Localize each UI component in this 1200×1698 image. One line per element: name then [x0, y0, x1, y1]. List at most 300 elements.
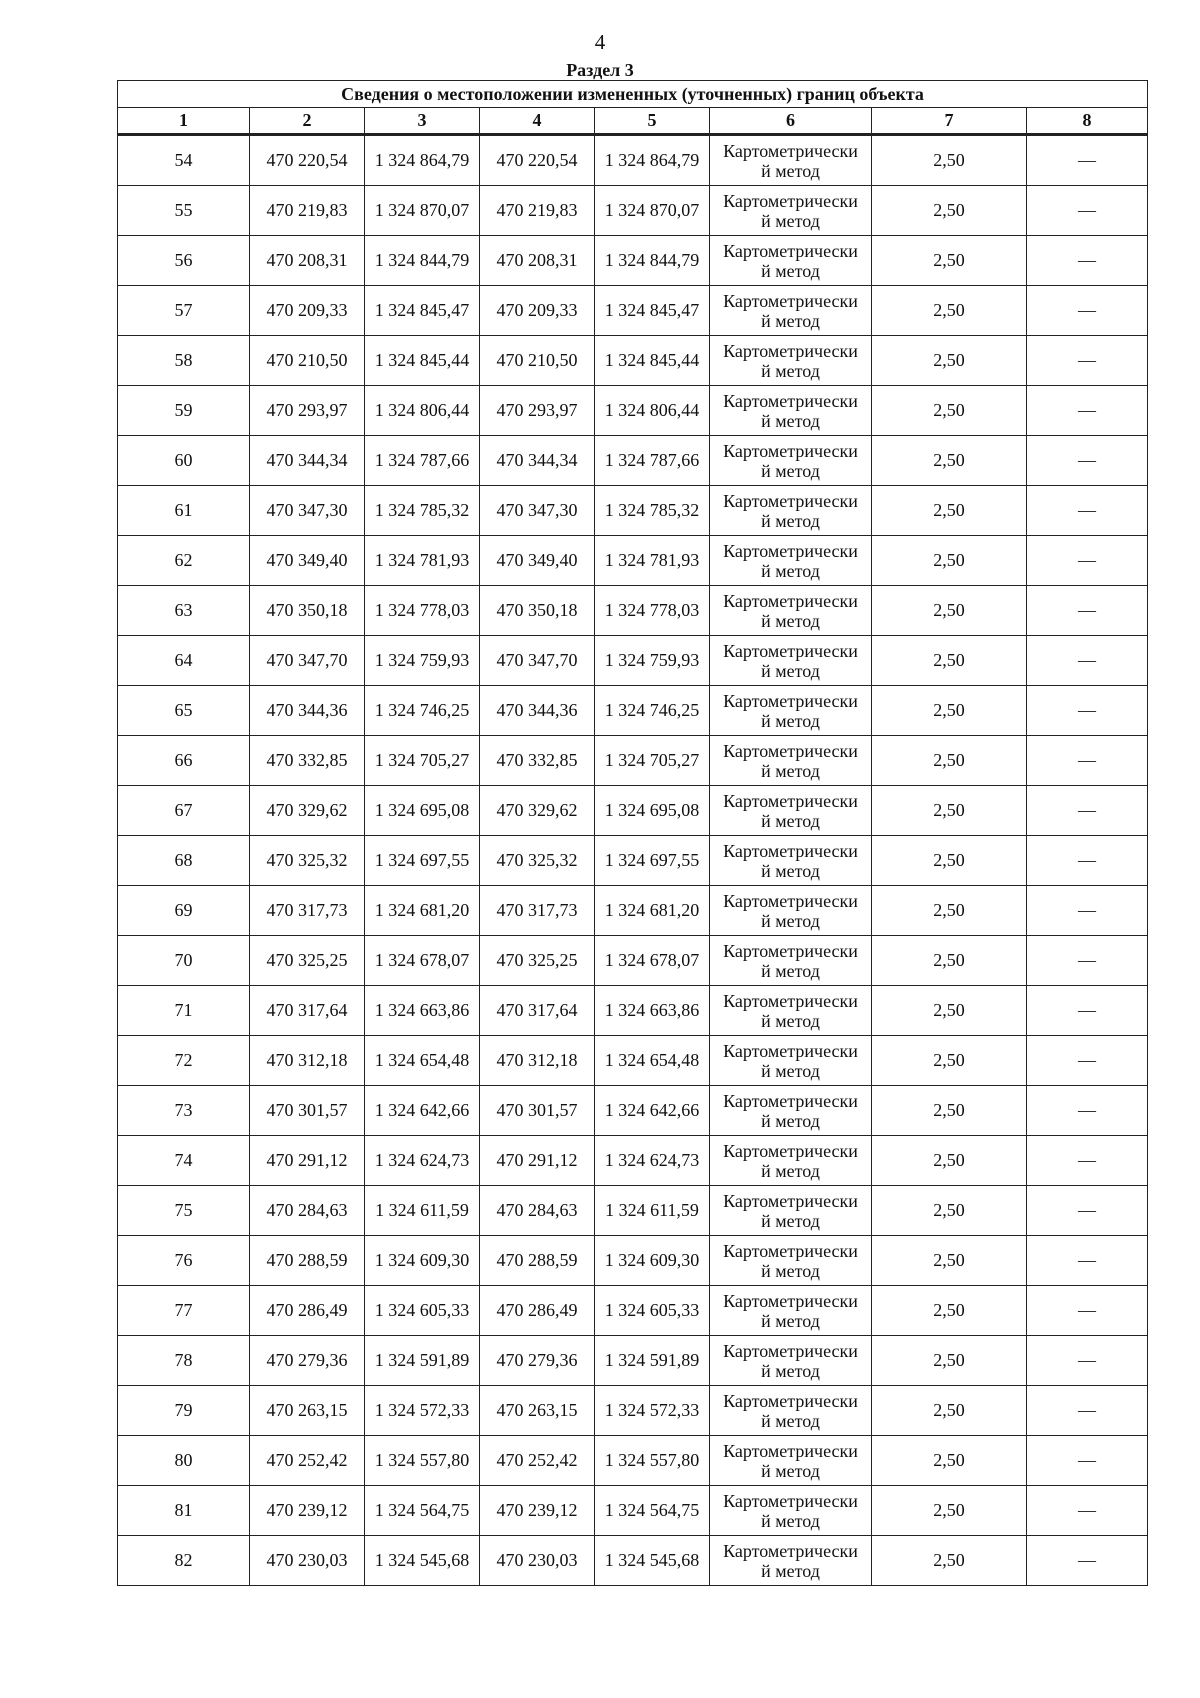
method-text-line: й метод [761, 560, 820, 581]
existing-y-cell: 1 324 654,48 [365, 1036, 480, 1086]
method-text-line: й метод [761, 760, 820, 781]
method-cell [710, 386, 872, 436]
point-number-cell: 54 [118, 135, 250, 186]
refined-y-cell: 1 324 609,30 [595, 1236, 710, 1286]
table-row [118, 836, 1148, 886]
existing-x-cell: 470 329,62 [250, 786, 365, 836]
note-cell: — [1027, 1186, 1148, 1236]
refined-y-cell: 1 324 654,48 [595, 1036, 710, 1086]
method-cell [710, 886, 872, 936]
existing-x-cell: 470 291,12 [250, 1136, 365, 1186]
existing-y-cell: 1 324 705,27 [365, 736, 480, 786]
method-text-line: й метод [761, 1360, 820, 1381]
refined-y-cell: 1 324 611,59 [595, 1186, 710, 1236]
note-cell: — [1027, 386, 1148, 436]
method-text-line: й метод [761, 460, 820, 481]
method-text-line: Картометрически [723, 740, 858, 761]
existing-y-cell: 1 324 611,59 [365, 1186, 480, 1236]
column-number: 2 [250, 108, 365, 135]
refined-x-cell: 470 263,15 [480, 1386, 595, 1436]
existing-x-cell: 470 209,33 [250, 286, 365, 336]
method-text-line: Картометрически [723, 840, 858, 861]
point-number-cell: 75 [118, 1186, 250, 1236]
point-number-cell: 62 [118, 536, 250, 586]
page-number: 4 [594, 30, 606, 54]
note-cell: — [1027, 186, 1148, 236]
point-number-cell: 81 [118, 1486, 250, 1536]
point-number-cell: 79 [118, 1386, 250, 1436]
method-text-line: Картометрически [723, 140, 858, 161]
point-number-cell: 57 [118, 286, 250, 336]
point-number-cell: 66 [118, 736, 250, 786]
existing-y-cell: 1 324 845,44 [365, 336, 480, 386]
method-text-line: Картометрически [723, 240, 858, 261]
refined-y-cell: 1 324 781,93 [595, 536, 710, 586]
refined-y-cell: 1 324 642,66 [595, 1086, 710, 1136]
method-text-line: Картометрически [723, 190, 858, 211]
table-body [118, 135, 1148, 1586]
method-cell [710, 586, 872, 636]
method-cell [710, 936, 872, 986]
existing-y-cell: 1 324 787,66 [365, 436, 480, 486]
method-text-line: й метод [761, 510, 820, 531]
section-title: Раздел 3 [566, 60, 634, 80]
refined-x-cell: 470 252,42 [480, 1436, 595, 1486]
existing-y-cell: 1 324 781,93 [365, 536, 480, 586]
existing-y-cell: 1 324 572,33 [365, 1386, 480, 1436]
note-cell: — [1027, 135, 1148, 186]
point-number-cell: 64 [118, 636, 250, 686]
refined-x-cell: 470 291,12 [480, 1136, 595, 1186]
point-number-cell: 61 [118, 486, 250, 536]
point-number-cell: 58 [118, 336, 250, 386]
existing-x-cell: 470 230,03 [250, 1536, 365, 1586]
method-cell [710, 1236, 872, 1286]
method-cell [710, 536, 872, 586]
existing-y-cell: 1 324 844,79 [365, 236, 480, 286]
method-text-line: й метод [761, 660, 820, 681]
method-text-line: Картометрически [723, 940, 858, 961]
refined-y-cell: 1 324 663,86 [595, 986, 710, 1036]
accuracy-cell: 2,50 [872, 786, 1027, 836]
method-text-line: й метод [761, 1060, 820, 1081]
refined-y-cell: 1 324 785,32 [595, 486, 710, 536]
method-text-line: Картометрически [723, 340, 858, 361]
existing-y-cell: 1 324 564,75 [365, 1486, 480, 1536]
method-text-line: й метод [761, 1310, 820, 1331]
refined-y-cell: 1 324 845,44 [595, 336, 710, 386]
note-cell: — [1027, 486, 1148, 536]
method-cell [710, 336, 872, 386]
method-text-line: й метод [761, 810, 820, 831]
note-cell: — [1027, 636, 1148, 686]
existing-x-cell: 470 263,15 [250, 1386, 365, 1436]
existing-x-cell: 470 317,73 [250, 886, 365, 936]
method-text-line: Картометрически [723, 1190, 858, 1211]
method-cell [710, 1536, 872, 1586]
table-row [118, 1286, 1148, 1336]
note-cell: — [1027, 1536, 1148, 1586]
point-number-cell: 74 [118, 1136, 250, 1186]
method-cell [710, 286, 872, 336]
point-number-cell: 56 [118, 236, 250, 286]
refined-y-cell: 1 324 806,44 [595, 386, 710, 436]
table-row [118, 336, 1148, 386]
table-row [118, 1186, 1148, 1236]
refined-y-cell: 1 324 564,75 [595, 1486, 710, 1536]
existing-x-cell: 470 219,83 [250, 186, 365, 236]
method-text-line: й метод [761, 1260, 820, 1281]
note-cell: — [1027, 1336, 1148, 1386]
table-row [118, 135, 1148, 186]
refined-x-cell: 470 286,49 [480, 1286, 595, 1336]
method-cell [710, 1036, 872, 1086]
accuracy-cell: 2,50 [872, 1536, 1027, 1586]
refined-x-cell: 470 325,25 [480, 936, 595, 986]
existing-x-cell: 470 279,36 [250, 1336, 365, 1386]
method-cell [710, 1186, 872, 1236]
accuracy-cell: 2,50 [872, 1236, 1027, 1286]
table-row [118, 1536, 1148, 1586]
table-row [118, 1436, 1148, 1486]
table-row [118, 736, 1148, 786]
method-text-line: Картометрически [723, 1040, 858, 1061]
refined-x-cell: 470 317,73 [480, 886, 595, 936]
refined-x-cell: 470 332,85 [480, 736, 595, 786]
method-text-line: Картометрически [723, 1540, 858, 1561]
table-row [118, 286, 1148, 336]
accuracy-cell: 2,50 [872, 886, 1027, 936]
point-number-cell: 82 [118, 1536, 250, 1586]
existing-y-cell: 1 324 697,55 [365, 836, 480, 886]
accuracy-cell: 2,50 [872, 336, 1027, 386]
table-row [118, 786, 1148, 836]
note-cell: — [1027, 686, 1148, 736]
method-cell [710, 986, 872, 1036]
refined-y-cell: 1 324 778,03 [595, 586, 710, 636]
method-text-line: Картометрически [723, 790, 858, 811]
point-number-cell: 70 [118, 936, 250, 986]
column-number: 6 [710, 108, 872, 135]
method-text-line: й метод [761, 1460, 820, 1481]
method-cell [710, 486, 872, 536]
point-number-cell: 76 [118, 1236, 250, 1286]
note-cell: — [1027, 1386, 1148, 1436]
refined-y-cell: 1 324 572,33 [595, 1386, 710, 1436]
existing-y-cell: 1 324 778,03 [365, 586, 480, 636]
note-cell: — [1027, 986, 1148, 1036]
method-cell [710, 1486, 872, 1536]
refined-x-cell: 470 220,54 [480, 135, 595, 186]
existing-y-cell: 1 324 845,47 [365, 286, 480, 336]
existing-y-cell: 1 324 609,30 [365, 1236, 480, 1286]
accuracy-cell: 2,50 [872, 486, 1027, 536]
method-text-line: й метод [761, 1110, 820, 1131]
method-text-line: Картометрически [723, 640, 858, 661]
note-cell: — [1027, 1136, 1148, 1186]
point-number-cell: 63 [118, 586, 250, 636]
column-number: 5 [595, 108, 710, 135]
accuracy-cell: 2,50 [872, 1186, 1027, 1236]
accuracy-cell: 2,50 [872, 986, 1027, 1036]
method-cell [710, 786, 872, 836]
method-cell [710, 1086, 872, 1136]
refined-x-cell: 470 344,36 [480, 686, 595, 736]
method-text-line: й метод [761, 610, 820, 631]
method-text-line: й метод [761, 360, 820, 381]
method-text-line: Картометрически [723, 1390, 858, 1411]
method-text-line: Картометрически [723, 540, 858, 561]
refined-y-cell: 1 324 695,08 [595, 786, 710, 836]
refined-y-cell: 1 324 624,73 [595, 1136, 710, 1186]
note-cell: — [1027, 1086, 1148, 1136]
refined-x-cell: 470 239,12 [480, 1486, 595, 1536]
refined-x-cell: 470 329,62 [480, 786, 595, 836]
note-cell: — [1027, 786, 1148, 836]
column-number: 4 [480, 108, 595, 135]
refined-x-cell: 470 284,63 [480, 1186, 595, 1236]
table-row [118, 236, 1148, 286]
refined-y-cell: 1 324 678,07 [595, 936, 710, 986]
point-number-cell: 72 [118, 1036, 250, 1086]
existing-x-cell: 470 301,57 [250, 1086, 365, 1136]
accuracy-cell: 2,50 [872, 1036, 1027, 1086]
method-text-line: Картометрически [723, 990, 858, 1011]
method-text-line: й метод [761, 710, 820, 731]
existing-y-cell: 1 324 759,93 [365, 636, 480, 686]
refined-x-cell: 470 288,59 [480, 1236, 595, 1286]
existing-x-cell: 470 344,36 [250, 686, 365, 736]
method-text-line: Картометрически [723, 390, 858, 411]
method-cell [710, 836, 872, 886]
table-row [118, 486, 1148, 536]
existing-x-cell: 470 349,40 [250, 536, 365, 586]
existing-x-cell: 470 347,30 [250, 486, 365, 536]
table-row [118, 936, 1148, 986]
refined-x-cell: 470 301,57 [480, 1086, 595, 1136]
existing-x-cell: 470 325,25 [250, 936, 365, 986]
existing-x-cell: 470 312,18 [250, 1036, 365, 1086]
method-cell [710, 236, 872, 286]
method-text-line: й метод [761, 1510, 820, 1531]
note-cell: — [1027, 936, 1148, 986]
accuracy-cell: 2,50 [872, 936, 1027, 986]
method-cell [710, 436, 872, 486]
note-cell: — [1027, 436, 1148, 486]
refined-x-cell: 470 350,18 [480, 586, 595, 636]
refined-y-cell: 1 324 681,20 [595, 886, 710, 936]
existing-y-cell: 1 324 663,86 [365, 986, 480, 1036]
method-cell [710, 1286, 872, 1336]
existing-x-cell: 470 332,85 [250, 736, 365, 786]
refined-x-cell: 470 349,40 [480, 536, 595, 586]
method-cell [710, 1436, 872, 1486]
existing-y-cell: 1 324 642,66 [365, 1086, 480, 1136]
point-number-cell: 60 [118, 436, 250, 486]
column-number: 3 [365, 108, 480, 135]
refined-x-cell: 470 230,03 [480, 1536, 595, 1586]
method-text-line: Картометрически [723, 490, 858, 511]
point-number-cell: 73 [118, 1086, 250, 1136]
table-row [118, 436, 1148, 486]
existing-y-cell: 1 324 746,25 [365, 686, 480, 736]
method-cell [710, 1136, 872, 1186]
refined-x-cell: 470 279,36 [480, 1336, 595, 1386]
refined-x-cell: 470 347,70 [480, 636, 595, 686]
note-cell: — [1027, 236, 1148, 286]
note-cell: — [1027, 286, 1148, 336]
refined-y-cell: 1 324 557,80 [595, 1436, 710, 1486]
accuracy-cell: 2,50 [872, 1336, 1027, 1386]
note-cell: — [1027, 836, 1148, 886]
refined-y-cell: 1 324 844,79 [595, 236, 710, 286]
note-cell: — [1027, 736, 1148, 786]
method-text-line: Картометрически [723, 440, 858, 461]
table-row [118, 686, 1148, 736]
method-text-line: Картометрически [723, 1240, 858, 1261]
point-number-cell: 67 [118, 786, 250, 836]
accuracy-cell: 2,50 [872, 636, 1027, 686]
existing-y-cell: 1 324 681,20 [365, 886, 480, 936]
existing-x-cell: 470 288,59 [250, 1236, 365, 1286]
method-text-line: й метод [761, 210, 820, 231]
accuracy-cell: 2,50 [872, 536, 1027, 586]
existing-y-cell: 1 324 545,68 [365, 1536, 480, 1586]
existing-y-cell: 1 324 678,07 [365, 936, 480, 986]
existing-y-cell: 1 324 785,32 [365, 486, 480, 536]
note-cell: — [1027, 1036, 1148, 1086]
point-number-cell: 59 [118, 386, 250, 436]
method-text-line: й метод [761, 1410, 820, 1431]
refined-y-cell: 1 324 697,55 [595, 836, 710, 886]
existing-y-cell: 1 324 870,07 [365, 186, 480, 236]
existing-x-cell: 470 239,12 [250, 1486, 365, 1536]
note-cell: — [1027, 536, 1148, 586]
method-cell [710, 135, 872, 186]
accuracy-cell: 2,50 [872, 736, 1027, 786]
refined-y-cell: 1 324 746,25 [595, 686, 710, 736]
method-text-line: Картометрически [723, 590, 858, 611]
refined-y-cell: 1 324 759,93 [595, 636, 710, 686]
existing-y-cell: 1 324 624,73 [365, 1136, 480, 1186]
existing-y-cell: 1 324 695,08 [365, 786, 480, 836]
existing-x-cell: 470 210,50 [250, 336, 365, 386]
table-row [118, 1386, 1148, 1436]
method-text-line: й метод [761, 310, 820, 331]
table-caption: Сведения о местоположении измененных (уточненных) границ объекта [118, 81, 1148, 108]
method-text-line: Картометрически [723, 690, 858, 711]
refined-x-cell: 470 209,33 [480, 286, 595, 336]
accuracy-cell: 2,50 [872, 135, 1027, 186]
existing-y-cell: 1 324 557,80 [365, 1436, 480, 1486]
existing-x-cell: 470 350,18 [250, 586, 365, 636]
method-text-line: й метод [761, 410, 820, 431]
method-text-line: Картометрически [723, 1090, 858, 1111]
point-number-cell: 55 [118, 186, 250, 236]
method-text-line: Картометрически [723, 1490, 858, 1511]
refined-x-cell: 470 219,83 [480, 186, 595, 236]
method-text-line: й метод [761, 260, 820, 281]
method-text-line: Картометрически [723, 1340, 858, 1361]
column-number-row [118, 108, 1148, 135]
accuracy-cell: 2,50 [872, 1486, 1027, 1536]
point-number-cell: 77 [118, 1286, 250, 1336]
table-row [118, 986, 1148, 1036]
existing-x-cell: 470 293,97 [250, 386, 365, 436]
table-row [118, 1036, 1148, 1086]
table-row [118, 1336, 1148, 1386]
accuracy-cell: 2,50 [872, 1086, 1027, 1136]
method-text-line: Картометрически [723, 1140, 858, 1161]
existing-x-cell: 470 284,63 [250, 1186, 365, 1236]
refined-x-cell: 470 210,50 [480, 336, 595, 386]
coordinates-table [117, 80, 1148, 1586]
refined-y-cell: 1 324 845,47 [595, 286, 710, 336]
method-text-line: й метод [761, 860, 820, 881]
accuracy-cell: 2,50 [872, 186, 1027, 236]
existing-x-cell: 470 286,49 [250, 1286, 365, 1336]
existing-x-cell: 470 220,54 [250, 135, 365, 186]
existing-x-cell: 470 325,32 [250, 836, 365, 886]
existing-y-cell: 1 324 591,89 [365, 1336, 480, 1386]
refined-x-cell: 470 312,18 [480, 1036, 595, 1086]
note-cell: — [1027, 1486, 1148, 1536]
refined-y-cell: 1 324 864,79 [595, 135, 710, 186]
table-caption-row [118, 81, 1148, 108]
accuracy-cell: 2,50 [872, 236, 1027, 286]
method-text-line: й метод [761, 910, 820, 931]
refined-x-cell: 470 208,31 [480, 236, 595, 286]
point-number-cell: 80 [118, 1436, 250, 1486]
table-row [118, 386, 1148, 436]
note-cell: — [1027, 1286, 1148, 1336]
accuracy-cell: 2,50 [872, 436, 1027, 486]
note-cell: — [1027, 886, 1148, 936]
point-number-cell: 69 [118, 886, 250, 936]
refined-x-cell: 470 344,34 [480, 436, 595, 486]
point-number-cell: 65 [118, 686, 250, 736]
method-cell [710, 686, 872, 736]
table-row [118, 1086, 1148, 1136]
existing-x-cell: 470 252,42 [250, 1436, 365, 1486]
refined-y-cell: 1 324 545,68 [595, 1536, 710, 1586]
method-text-line: Картометрически [723, 1440, 858, 1461]
point-number-cell: 68 [118, 836, 250, 886]
refined-y-cell: 1 324 705,27 [595, 736, 710, 786]
table-row [118, 886, 1148, 936]
accuracy-cell: 2,50 [872, 686, 1027, 736]
refined-y-cell: 1 324 605,33 [595, 1286, 710, 1336]
column-number: 1 [118, 108, 250, 135]
accuracy-cell: 2,50 [872, 586, 1027, 636]
accuracy-cell: 2,50 [872, 386, 1027, 436]
existing-y-cell: 1 324 864,79 [365, 135, 480, 186]
existing-x-cell: 470 208,31 [250, 236, 365, 286]
existing-x-cell: 470 344,34 [250, 436, 365, 486]
method-text-line: й метод [761, 1010, 820, 1031]
existing-y-cell: 1 324 605,33 [365, 1286, 480, 1336]
method-cell [710, 1386, 872, 1436]
method-cell [710, 636, 872, 686]
method-text-line: й метод [761, 160, 820, 181]
column-number: 7 [872, 108, 1027, 135]
method-cell [710, 186, 872, 236]
note-cell: — [1027, 1436, 1148, 1486]
point-number-cell: 71 [118, 986, 250, 1036]
method-text-line: Картометрически [723, 290, 858, 311]
point-number-cell: 78 [118, 1336, 250, 1386]
method-text-line: Картометрически [723, 1290, 858, 1311]
